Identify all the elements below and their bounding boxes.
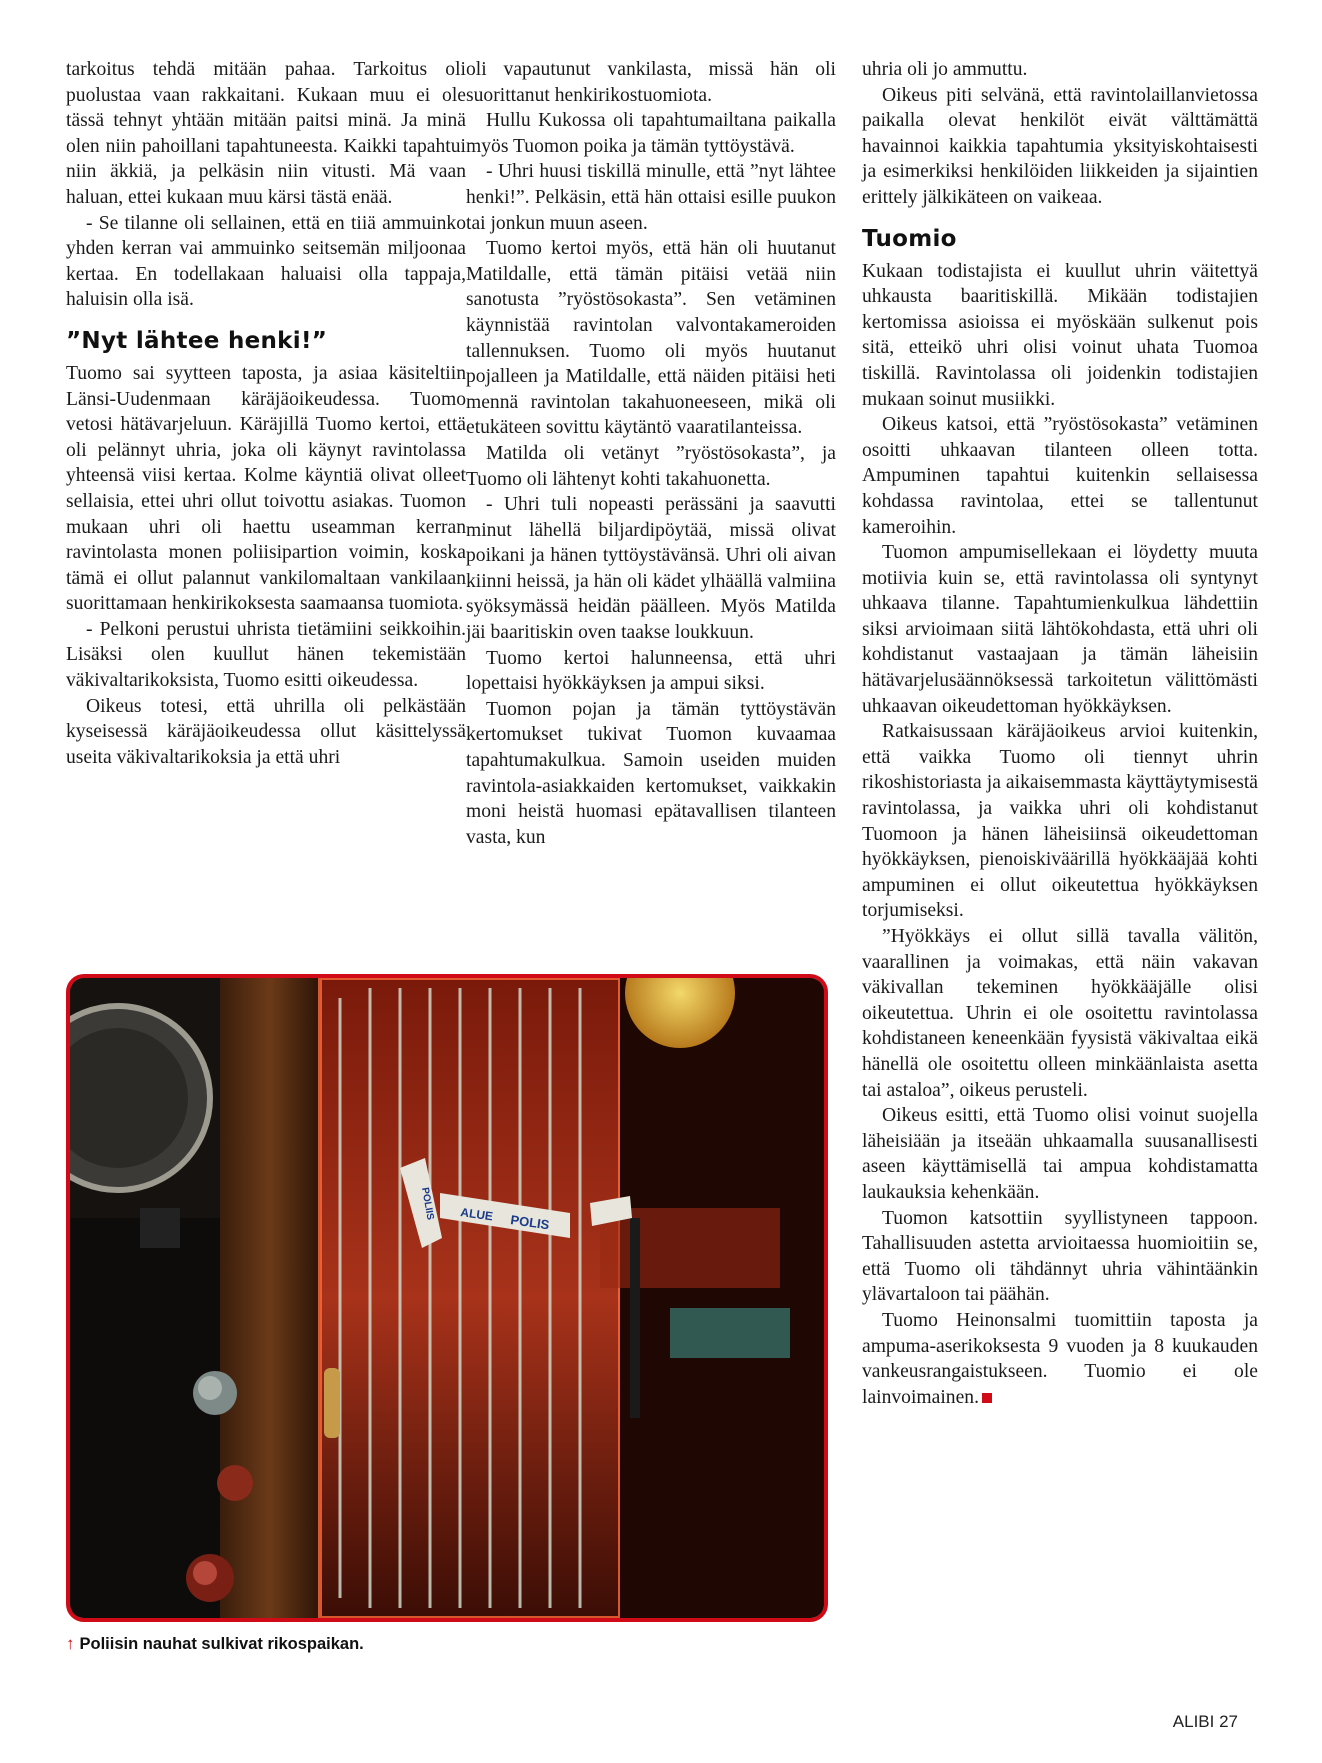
paragraph: Tuomon pojan ja tämän tyttöystävän kertomukset tukivat Tuomon kuvaamaa tapahtumakulkua. Samoin useiden muiden ravintola-asiakkaiden kertomukset, vaikkakin moni heistä huomasi epätavallisen tilanteen vasta, kun [466,698,836,848]
article-column-3 [862,57,1258,1410]
paragraph: Hullu Kukossa oli tapahtumailtana paikalla myös Tuomon poika ja tämän tyttöystävä. [466,110,836,157]
paragraph: Tuomo sai syytteen taposta, ja asiaa käsiteltiin Länsi-Uudenmaan käräjäoikeudessa. Tuomo vetosi hätävarjeluun. Käräjillä Tuomo kertoi, että oli pelännyt uhria, joka oli käynyt ravintolassa yhteensä viisi kertaa. Kolme käyntiä olivat olleet sellaisia, ettei uhri ollut toivottu asiakas. Tuomon mukaan uhri oli haettu useamman kerran ravintolasta monen poliisipartion voimin, koska tämä ei ollut palannut vankilomaltaan vankilaan suorittamaan henkirikoksesta saamaansa tuomiota. [66,362,466,615]
paragraph [862,1308,1258,1410]
paragraph: Oikeus piti selvänä, että ravintolaillanvietossa paikalla olevat henkilöt eivät välttämättä havainnoi kaikkia tapahtumia yksityiskohtaisesti ja esimerkiksi henkilöiden liikkeiden ja sijaintien erittely jälkikäteen on vaikeaa. [862,84,1258,208]
paragraph: - Uhri tuli nopeasti perässäni ja saavutti minut lähellä biljardipöytää, missä olivat poikani ja hänen tyttöystävänsä. Uhri oli aivan kiinni heissä, ja hän oli kädet ylhäällä valmiina syöksymässä heidän päälleen. Myös Matilda jäi baaritiskin oven taakse loukkuun. [466,494,836,644]
paragraph: Ratkaisussaan käräjäoikeus arvioi kuitenkin, että vaikka Tuomo oli tiennyt uhrin rikoshistoriasta ja aikaisemmasta käyttäytymisestä ravintolassa, ja vaikka uhri oli kohdistanut Tuomoon ja hänen läheisiinsä oikeudettoman hyökkäyksen, pienoiskiväärillä hyökkääjää kohti ampuminen ei ollut oikeutettua hyökkäyksen torjumiseksi. [862,721,1258,922]
glass-door [320,978,620,1618]
tape-text: POLIIS [419,1186,436,1221]
crime-scene-photo [66,974,828,1622]
paragraph: Kukaan todistajista ei kuullut uhrin väitettyä uhkausta baaritiskillä. Mikään todistajien kertomissa asioissa ei myöskään sulkenut pois sitä, etteikö uhri olisi voinut uhata Tuomoa tiskillä. Ravintolassa oli joidenkin todistajien mukaan soinut musiikki. [862,260,1258,410]
page-number: ALIBI 27 [1172,1712,1238,1731]
paragraph: - Pelkoni perustui uhrista tietämiini seikkoihin. Lisäksi olen kuullut hänen tekemistään väkivaltarikoksista, Tuomo esitti oikeudessa. [66,618,466,692]
paragraph: Matilda oli vetänyt ”ryöstösokasta”, ja Tuomo oli lähtenyt kohti takahuonetta. [466,442,836,490]
final-paragraph-text: Tuomo Heinonsalmi tuomittiin taposta ja ampuma-aserikoksesta 9 vuoden ja 8 kuukauden vankeusrangaistukseen. Tuomio ei ole lainvoimainen. [862,1309,1258,1408]
wooden-wall [220,978,320,1618]
photo-caption [66,1634,364,1654]
paragraph: uhria oli jo ammuttu. [862,59,1028,80]
paragraph: oli vapautunut vankilasta, missä hän oli suorittanut henkirikostuomiota. [466,59,836,106]
tape-text: ALUE [459,1205,494,1224]
up-arrow-icon: ↑ [66,1634,75,1653]
paragraph: Oikeus esitti, että Tuomo olisi voinut suojella läheisiään ja itseään uhkaamalla suusanallisesti aseen käyttämisellä tai ampua kohdistamatta laukauksia kehenkään. [862,1105,1258,1203]
tape-text: POLIS [509,1212,551,1233]
end-mark-icon [982,1393,992,1403]
door-handle [324,1368,340,1438]
section-heading: ”Nyt lähtee henki!” [66,327,328,354]
paragraph: ”Hyökkäys ei ollut sillä tavalla välitön, vaarallinen ja voimakas, että näin vakavan väkivallan tekeminen hyökkääjälle olisi oikeutettua. Uhrin ei ole osoitettu ravintolassa kohdistaneen keneenkään fyysistä väkivaltaa eikä hänellä ole osoitettu olleen minkäänlaista asetta tai astaloa”, oikeus perusteli. [862,926,1258,1101]
paragraph: Tuomo kertoi halunneensa, että uhri lopettaisi hyökkäyksen ja ampui siksi. [466,647,836,695]
paragraph: Tuomon katsottiin syyllistyneen tappoon. Tahallisuuden astetta arvioitaessa huomioitiin se, että Tuomo oli tähdännyt uhria vähintäänkin ylävartaloon tai päähän. [862,1207,1258,1306]
paragraph: Oikeus totesi, että uhrilla oli pelkästään kyseisessä käräjäoikeudessa ollut käsittelyssä useita väkivaltarikoksia ja että uhri [66,695,466,768]
paragraph: - Se tilanne oli sellainen, että en tiiä ammuinko yhden kerran vai ammuinko seitsemän miljoonaa kertaa. En todellakaan haluaisi olla tappaja, haluisin olla isä. [66,212,466,311]
section-heading: Tuomio [862,225,957,252]
paragraph: Tuomon ampumisellekaan ei löydetty muuta motiivia kuin se, että ravintolassa oli syntynyt uhkaava tilanne. Tapahtumienkulkua lähdettiin siksi arvioimaan siitä lähtökohdasta, että uhri oli kohdistanut vastaajaan ja tämän läheisiin hätävarjelusäännöksessä tarkoitetun välittömästi uhkaavan oikeudettoman hyökkäyksen. [862,542,1258,717]
article-column-1 [66,57,466,770]
paragraph: Oikeus katsoi, että ”ryöstösokasta” vetäminen osoitti uhkaavan tilanteen olleen totta. Ampuminen tapahtui kuitenkin sellaisessa kohdassa ravintolaa, ettei se tallentunut kameroihin. [862,414,1258,538]
paragraph: Tuomo kertoi myös, että hän oli huutanut Matildalle, että tämän pitäisi vetää niin sanotusta ”ryöstösokasta”. Sen vetäminen käynnistää ravintolan valvontakameroiden tallennuksen. Tuomo oli myös huutanut pojalleen ja Matildalle, että näiden pitäisi heti mennä ravintolan takahuoneeseen, mikä oli etukäteen sovittu käytäntö vaaratilanteissa. [466,238,836,439]
paragraph: - Uhri huusi tiskillä minulle, että ”nyt lähtee henki!”. Pelkäsin, että hän ottaisi esille puukon tai jonkun muun aseen. [466,161,836,234]
caption-text: Poliisin nauhat sulkivat rikospaikan. [79,1635,364,1653]
article-column-2 [466,57,836,850]
paragraph: tarkoitus tehdä mitään pahaa. Tarkoitus oli puolustaa vaan rakkaitani. Kukaan muu ei ole tässä tehnyt yhtään mitään paitsi minä. Ja minä olen niin pahoillani tapahtuneesta. Kaikki tapahtui niin äkkiä, ja pelkäsin niin vitusti. Mä vaan haluan, ettei kukaan muu kärsi tästä enää. [66,59,466,208]
